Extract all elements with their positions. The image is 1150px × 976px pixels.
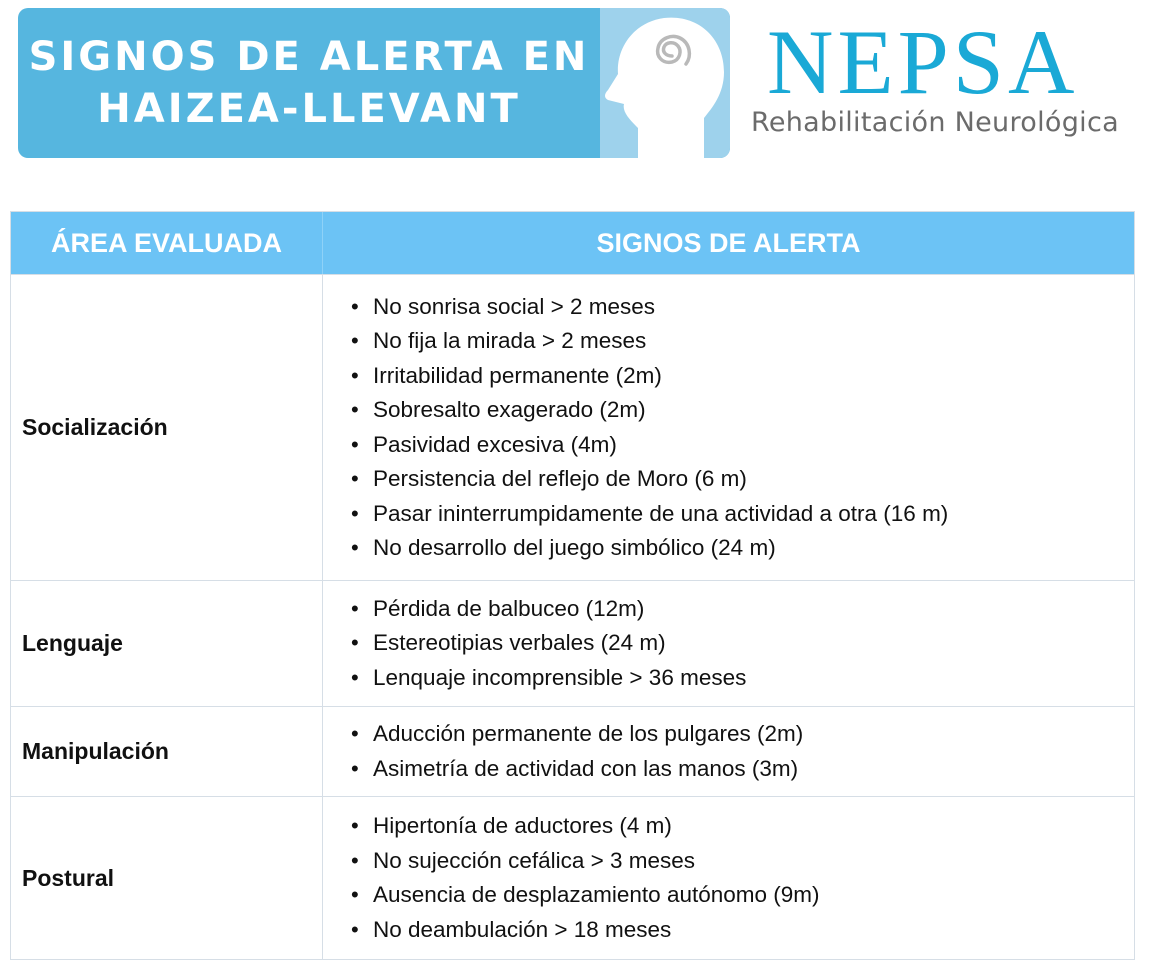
- title-banner: [18, 8, 730, 158]
- nepsa-logo: [745, 10, 1135, 150]
- head-spiral-icon: [600, 8, 730, 158]
- sign-item: • Estereotipias verbales (24 m): [351, 630, 666, 656]
- sign-item: • Ausencia de desplazamiento autónomo (9m): [351, 882, 820, 907]
- table-row: [11, 274, 1134, 580]
- area-cell: Postural: [11, 797, 323, 959]
- sign-item: • No desarrollo del juego simbólico (24 m): [351, 535, 776, 560]
- sign-text: Ausencia de desplazamiento autónomo (9m): [373, 882, 820, 907]
- sign-item: • Asimetría de actividad con las manos (3m): [351, 755, 799, 781]
- page-title: [18, 8, 600, 158]
- logo-tagline: Rehabilitación Neurológica: [751, 107, 1119, 138]
- sign-item: • Pasar ininterrumpidamente de una actividad a otra (16 m): [351, 500, 949, 526]
- table-row: [11, 706, 1134, 796]
- sign-item: • No deambulación > 18 meses: [351, 916, 672, 942]
- sign-item: • Pasividad excesiva (4m): [351, 431, 617, 457]
- sign-text: No desarrollo del juego simbólico (24 m): [373, 535, 776, 560]
- page-title-line-1: SIGNOS DE ALERTA EN: [28, 34, 590, 80]
- sign-item: • Hipertonía de aductores (4 m): [351, 813, 672, 838]
- signs-cell: [323, 581, 1134, 706]
- sign-item: • Aducción permanente de los pulgares (2m): [351, 721, 804, 746]
- sign-text: Sobresalto exagerado (2m): [373, 397, 646, 422]
- logo-name: NEPSA: [767, 11, 1079, 113]
- sign-item: • Pérdida de balbuceo (12m): [351, 595, 645, 621]
- sign-item: • No fija la mirada > 2 meses: [351, 328, 647, 353]
- sign-text: Aducción permanente de los pulgares (2m): [373, 721, 804, 746]
- column-header-area: ÁREA EVALUADA: [11, 212, 323, 274]
- sign-item: • Sobresalto exagerado (2m): [351, 397, 646, 422]
- sign-text: Hipertonía de aductores (4 m): [373, 813, 672, 838]
- area-cell: Lenguaje: [11, 581, 323, 706]
- sign-text: Estereotipias verbales (24 m): [373, 630, 666, 656]
- sign-item: • Irritabilidad permanente (2m): [351, 362, 662, 388]
- sign-text: No deambulación > 18 meses: [373, 916, 672, 942]
- area-cell: Manipulación: [11, 707, 323, 796]
- signs-cell: [323, 797, 1134, 959]
- sign-text: Lenquaje incomprensible > 36 meses: [373, 664, 747, 690]
- sign-text: Asimetría de actividad con las manos (3m): [373, 755, 799, 781]
- alert-signs-table: [10, 211, 1135, 960]
- sign-item: • Persistencia del reflejo de Moro (6 m): [351, 466, 747, 491]
- table-header: [11, 212, 1134, 274]
- table-row: [11, 796, 1134, 959]
- sign-text: Persistencia del reflejo de Moro (6 m): [373, 466, 747, 491]
- sign-text: No sujección cefálica > 3 meses: [373, 847, 696, 873]
- sign-text: No sonrisa social > 2 meses: [373, 293, 655, 319]
- column-header-signs: SIGNOS DE ALERTA: [596, 227, 861, 258]
- page-title-line-2: HAIZEA-LLEVANT: [97, 86, 521, 132]
- sign-item: • Lenquaje incomprensible > 36 meses: [351, 664, 747, 690]
- table-row: [11, 580, 1134, 706]
- sign-text: Pérdida de balbuceo (12m): [373, 595, 645, 621]
- sign-text: Pasividad excesiva (4m): [373, 431, 617, 457]
- sign-text: No fija la mirada > 2 meses: [373, 328, 647, 353]
- sign-text: Pasar ininterrumpidamente de una actividad a otra (16 m): [373, 500, 949, 526]
- signs-cell: [323, 707, 1134, 796]
- sign-text: Irritabilidad permanente (2m): [373, 362, 662, 388]
- sign-item: • No sujección cefálica > 3 meses: [351, 847, 696, 873]
- area-cell: Socialización: [11, 275, 323, 580]
- signs-cell: [323, 275, 1134, 580]
- sign-item: • No sonrisa social > 2 meses: [351, 293, 655, 319]
